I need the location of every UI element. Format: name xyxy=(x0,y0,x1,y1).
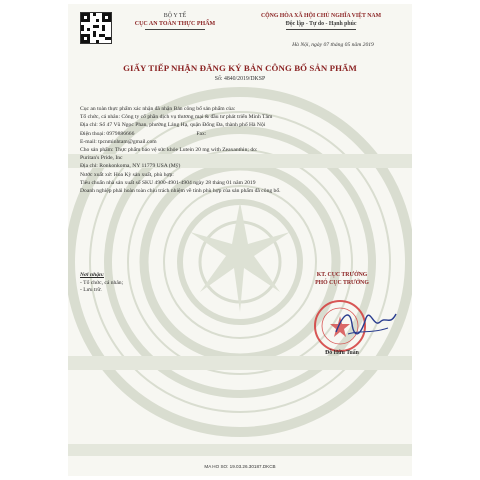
ministry-name: BỘ Y TẾ xyxy=(163,13,187,19)
department-name: CỤC AN TOÀN THỰC PHẨM xyxy=(134,21,216,27)
manufacturer-line: Puritan's Pride, Inc xyxy=(80,155,123,162)
document-title: GIẤY TIẾP NHẬN ĐĂNG KÝ BẢN CÔNG BỐ SẢN PHẨM xyxy=(123,63,357,73)
national-heading xyxy=(236,12,406,30)
document-sheet xyxy=(68,4,412,476)
dossier-code: MA HO SO: 19.03.26.30187.DKCB xyxy=(204,464,276,469)
origin-line: Nước xuất xứ: Hoa Kỳ sản xuất, phù hợp: xyxy=(80,171,174,178)
issuing-authority xyxy=(120,12,230,30)
standard-line: Tiêu chuẩn nhà sản xuất số SKU 4900-4901-4904 ngày 28 tháng 01 năm 2019 xyxy=(80,179,256,186)
document-number: Số: 4840/2019/DKSP xyxy=(214,76,266,82)
address-line: Địa chỉ: Số 47 Vũ Ngọc Phan, phường Láng Hạ, quận Đống Đa, thành phố Hà Nội xyxy=(80,122,266,129)
intro-line: Cục an toàn thực phẩm xác nhận đã nhận Bản công bố sản phẩm của: xyxy=(80,106,236,112)
document-body xyxy=(80,105,406,195)
phone-text: Điện thoại: 0979886666 xyxy=(80,130,135,137)
recipients-heading: Nơi nhận: xyxy=(80,272,104,278)
dateline: Hà Nội, ngày 07 tháng 05 năm 2019 xyxy=(292,42,374,48)
responsibility-line: Doanh nghiệp phải hoàn toàn chịu trách nhiệm về tính phù hợp của sản phẩm đã công bố. xyxy=(80,187,281,194)
organization-line: Tổ chức, cá nhân: Công ty cổ phần dịch vụ thương mại & đầu tư phát triển Minh Tâm xyxy=(80,114,273,121)
fax-label: Fax: xyxy=(196,130,207,137)
qr-code xyxy=(80,12,112,44)
recipients-block xyxy=(80,272,210,295)
authority-underline xyxy=(145,29,205,30)
national-motto: Độc lập - Tự do - Hạnh phúc xyxy=(285,21,357,27)
signatory-for-label: KT. CỤC TRƯỞNG xyxy=(316,272,368,278)
phone-line xyxy=(80,130,406,138)
recipient-item: - Lưu trữ. xyxy=(80,287,102,293)
signer-name: Đỗ Hữu Tuấn xyxy=(325,350,359,356)
email-line: E-mail: tpcnminhtam@gmail.com xyxy=(80,138,157,145)
handwritten-signature xyxy=(330,304,400,344)
product-line: Cho sản phẩm: Thực phẩm bảo vệ sức khỏe Lutein 20 mg with Zeaxanthin; do: xyxy=(80,146,258,153)
signatory-block xyxy=(282,272,402,287)
recipient-item: - Tổ chức, cá nhân; xyxy=(80,279,124,286)
republic-name: CỘNG HÒA XÃ HỘI CHỦ NGHĨA VIỆT NAM xyxy=(260,13,382,19)
manufacturer-address-line: Địa chỉ: Ronkonkoma, NY 11779 USA (Mỹ) xyxy=(80,163,181,170)
signatory-title: PHÓ CỤC TRƯỞNG xyxy=(315,279,369,286)
bronze-drum-background-pattern xyxy=(68,4,412,476)
motto-underline xyxy=(286,29,356,30)
